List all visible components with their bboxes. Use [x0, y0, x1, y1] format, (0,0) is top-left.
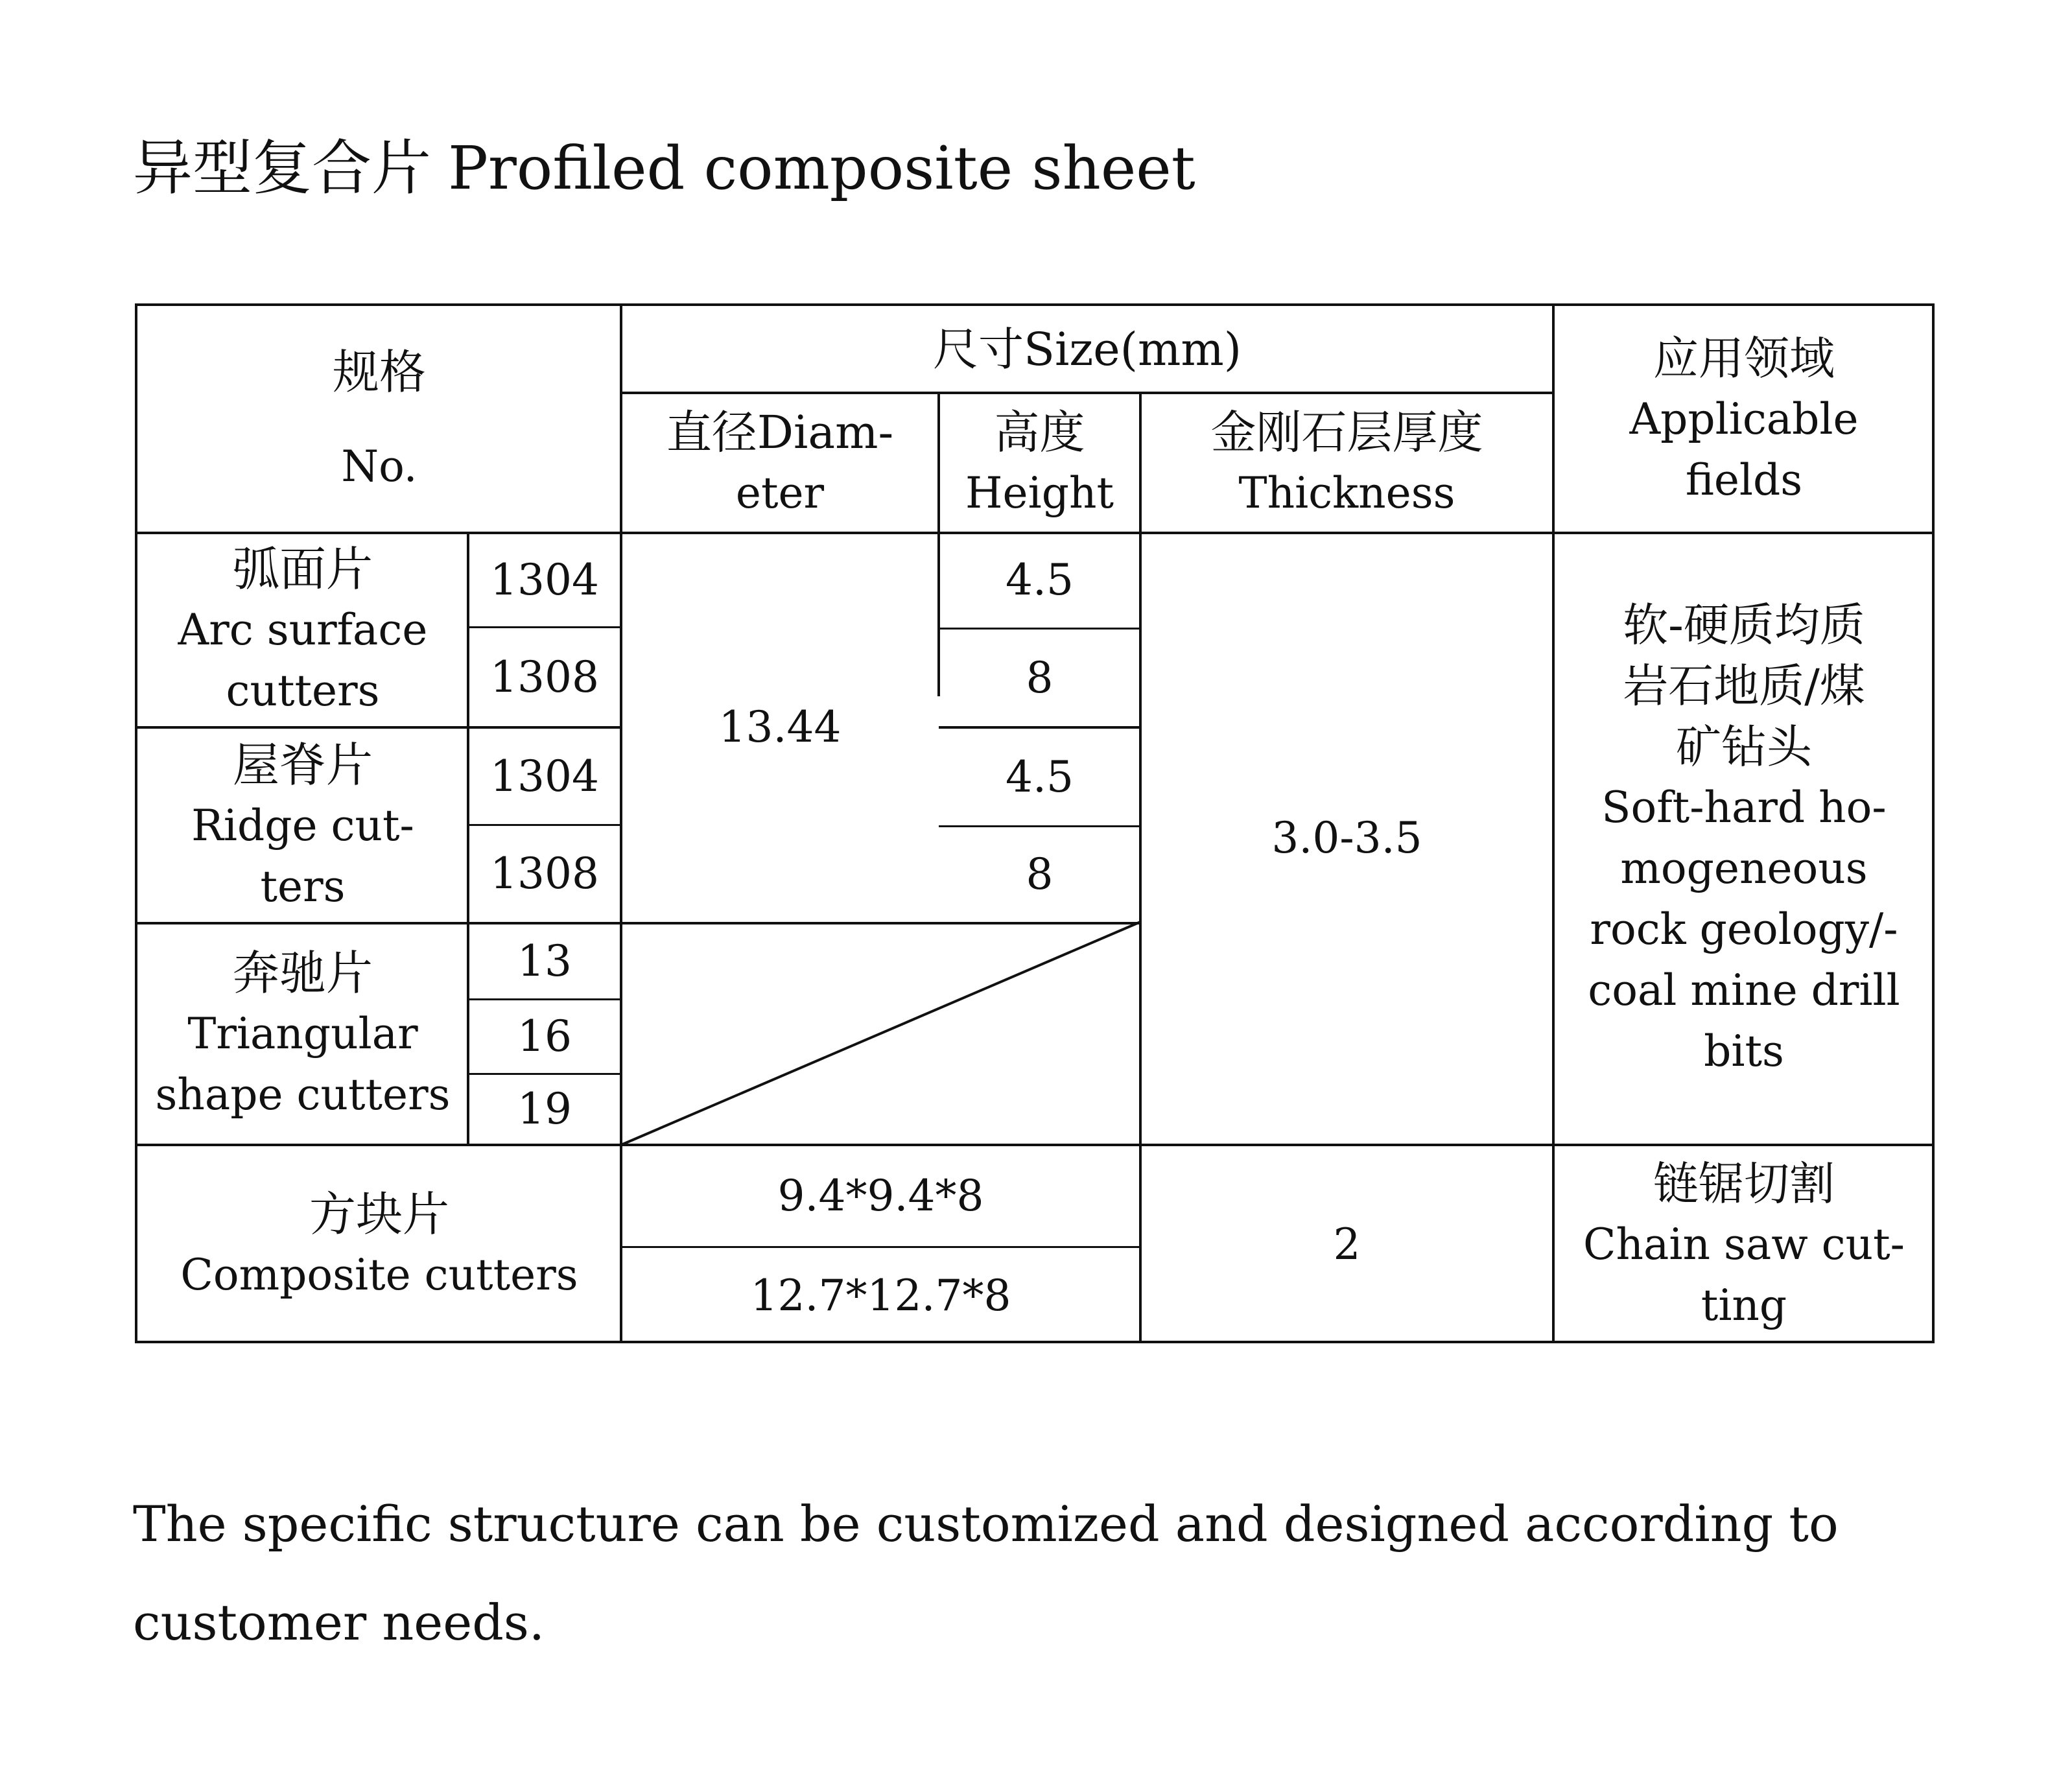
arc-cutters-height-1-value: 4.5	[1006, 555, 1074, 605]
triangular-cutters-name-en-line2: shape cutters	[155, 1070, 451, 1120]
triangular-cutters-name	[137, 924, 468, 1144]
header-thickness	[1140, 393, 1553, 533]
ridge-cutters-no-2-value: 1308	[490, 849, 599, 899]
fields-rock-en-line3: rock geology/-	[1590, 904, 1898, 954]
arc-cutters-no-2-value: 1308	[490, 652, 599, 702]
page-title-chinese: 异型复合片	[133, 134, 432, 203]
arc-cutters-height-2	[939, 630, 1140, 726]
arc-cutters-height-2-value: 8	[1026, 652, 1054, 703]
triangular-cutters-no-2-value: 16	[517, 1011, 572, 1061]
diameter-value-text: 13.44	[718, 702, 842, 752]
fields-chain-saw	[1553, 1146, 1935, 1343]
ridge-cutters-height-2-value: 8	[1026, 849, 1054, 899]
arc-cutters-name-en-line2: cutters	[226, 666, 380, 716]
ridge-cutters-name-cn: 屋脊片	[232, 738, 373, 792]
arc-cutters-name	[137, 533, 468, 727]
composite-cutters-size-2	[621, 1248, 1140, 1343]
fields-rock-en-line2: mogeneous	[1620, 843, 1868, 893]
ridge-cutters-name	[137, 729, 468, 923]
thickness-value	[1140, 533, 1553, 1144]
composite-cutters-size-1	[621, 1146, 1140, 1246]
thickness-value-text: 3.0-3.5	[1271, 813, 1422, 863]
header-diameter	[621, 393, 939, 533]
ridge-cutters-name-en-line2: ters	[260, 862, 346, 912]
header-height-cn: 高度	[994, 406, 1085, 459]
fields-rock-en-line1: Soft-hard ho-	[1601, 783, 1887, 832]
fields-chain-cn: 链锯切割	[1653, 1157, 1835, 1210]
composite-cutters-thickness-value: 2	[1333, 1219, 1361, 1269]
header-fields	[1553, 306, 1935, 533]
arc-cutters-name-en-line1: Arc surface	[178, 605, 428, 655]
ridge-cutters-no-1	[468, 729, 621, 824]
arc-cutters-no-1-value: 1304	[490, 554, 599, 605]
header-fields-en-line1: Applicable	[1629, 394, 1859, 444]
triangular-cutters-no-3-value: 19	[517, 1084, 572, 1134]
page-title	[133, 133, 1195, 204]
composite-cutters-name	[137, 1146, 621, 1343]
diameter-value	[621, 533, 939, 922]
header-height	[939, 393, 1140, 533]
ridge-cutters-height-2	[939, 827, 1140, 922]
header-height-en: Height	[965, 468, 1114, 518]
header-size	[621, 306, 1553, 393]
composite-cutters-size-1-value: 9.4*9.4*8	[777, 1171, 984, 1221]
fields-chain-en-line2: ting	[1701, 1280, 1787, 1330]
footer-note-line2: customer needs.	[133, 1594, 545, 1651]
composite-cutters-thickness	[1140, 1146, 1553, 1343]
triangular-cutters-no-2	[468, 1000, 621, 1073]
arc-cutters-no-1	[468, 533, 621, 627]
fields-rock-en-line4: coal mine drill	[1588, 965, 1900, 1015]
triangular-cutters-no-3	[468, 1075, 621, 1144]
fields-rock-en-line5: bits	[1704, 1026, 1784, 1076]
header-thickness-en: Thickness	[1238, 468, 1455, 518]
arc-cutters-name-cn: 弧面片	[232, 542, 373, 596]
ridge-cutters-height-1-value: 4.5	[1006, 751, 1074, 802]
fields-rock-cn-line2: 岩石地质/煤	[1623, 659, 1865, 712]
header-size-label: 尺寸Size(mm)	[932, 323, 1242, 376]
triangular-cutters-name-cn: 奔驰片	[232, 946, 373, 1000]
ridge-cutters-name-en-line1: Ridge cut-	[191, 801, 414, 851]
triangular-cutters-no-1-value: 13	[517, 936, 572, 986]
ridge-cutters-no-1-value: 1304	[490, 751, 599, 801]
header-spec	[137, 306, 621, 533]
footer-note-line1: The specific structure can be customized and designed according to	[133, 1495, 1839, 1553]
header-diameter-line2: eter	[735, 468, 825, 518]
composite-cutters-name-cn: 方块片	[309, 1187, 449, 1242]
fields-chain-en-line1: Chain saw cut-	[1583, 1219, 1905, 1269]
arc-cutters-height-1	[939, 533, 1140, 628]
composite-cutters-size-2-value: 12.7*12.7*8	[750, 1270, 1011, 1321]
header-thickness-cn: 金刚石层厚度	[1210, 406, 1483, 459]
triangular-cutters-name-en-line1: Triangular	[187, 1009, 418, 1059]
page-title-english: Profiled composite sheet	[448, 134, 1195, 203]
composite-cutters-name-en: Composite cutters	[180, 1250, 578, 1300]
ridge-cutters-no-2	[468, 826, 621, 922]
fields-rock-drilling	[1553, 533, 1935, 1144]
ridge-cutters-height-1	[939, 729, 1140, 825]
header-diameter-line1: 直径Diam-	[666, 406, 894, 459]
header-spec-cn: 规格	[332, 345, 426, 399]
header-fields-en-line2: fields	[1685, 455, 1803, 505]
arc-cutters-no-2	[468, 628, 621, 726]
header-fields-cn: 应用领域	[1653, 332, 1835, 385]
fields-rock-cn-line3: 矿钻头	[1676, 720, 1812, 773]
header-spec-en: No.	[341, 442, 418, 491]
fields-rock-cn-line1: 软-硬质均质	[1623, 598, 1865, 652]
spec-table	[135, 303, 1935, 1343]
footer-note	[133, 1475, 1883, 1672]
triangular-cutters-no-1	[468, 924, 621, 998]
